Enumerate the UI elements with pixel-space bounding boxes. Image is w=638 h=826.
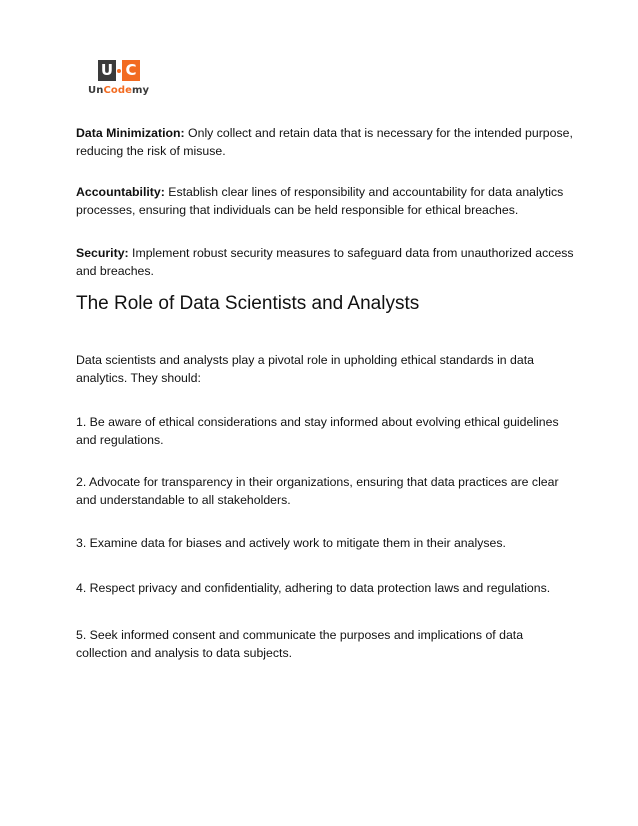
principle-term: Accountability:: [76, 185, 165, 199]
logo-mark: [98, 60, 140, 81]
principle-security: [76, 244, 576, 280]
list-item: 1. Be aware of ethical considerations and stay informed about evolving ethical guidelines and regulations.: [76, 415, 559, 447]
list-item: 2. Advocate for transparency in their organizations, ensuring that data practices are clear and understandable to all stakeholders.: [76, 475, 559, 507]
principle-data-minimization: [76, 124, 576, 160]
principle-text: Implement robust security measures to safeguard data from unauthorized access and breaches.: [76, 246, 574, 278]
section-heading: The Role of Data Scientists and Analysts: [76, 293, 420, 314]
logo-letter-left: U: [98, 60, 116, 81]
logo-word-part2: Code: [103, 85, 133, 96]
principle-text: Only collect and retain data that is necessary for the intended purpose, reducing the risk of misuse.: [76, 126, 573, 158]
principle-term: Security:: [76, 246, 129, 260]
principle-text: Establish clear lines of responsibility and accountability for data analytics processes, ensuring that individuals can be held responsible for ethical breaches.: [76, 185, 564, 217]
uncodemy-logo: [88, 60, 152, 100]
logo-word-part1: Un: [88, 85, 104, 96]
list-item: 3. Examine data for biases and actively work to mitigate them in their analyses.: [76, 536, 506, 550]
principle-accountability: [76, 183, 576, 219]
logo-word-part3: my: [132, 85, 150, 96]
logo-letter-right: C: [122, 60, 140, 81]
section-intro: Data scientists and analysts play a pivotal role in upholding ethical standards in data analytics. They should:: [76, 353, 534, 385]
list-item: 4. Respect privacy and confidentiality, adhering to data protection laws and regulations.: [76, 581, 551, 595]
list-item: 5. Seek informed consent and communicate the purposes and implications of data collection and analysis to data subjects.: [76, 628, 524, 660]
logo-wordmark: [88, 85, 149, 96]
principle-term: Data Minimization:: [76, 126, 185, 140]
logo-dot: [117, 69, 121, 73]
